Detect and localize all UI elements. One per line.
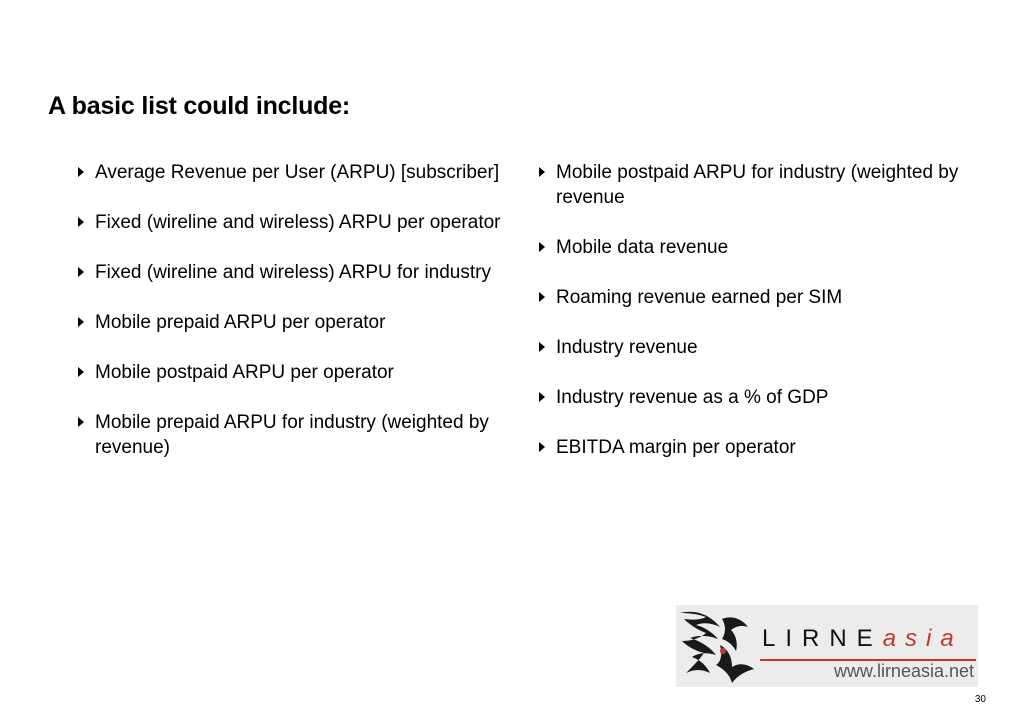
list-item-text: EBITDA margin per operator bbox=[556, 437, 796, 458]
logo-wordmark bbox=[762, 625, 963, 653]
list-item bbox=[76, 360, 516, 385]
triangle-right-icon bbox=[539, 442, 545, 452]
list-item-text: Mobile prepaid ARPU for industry (weighted by revenue) bbox=[95, 412, 489, 458]
list-item bbox=[76, 260, 516, 285]
list-item-text: Mobile postpaid ARPU per operator bbox=[95, 362, 394, 383]
list-item bbox=[76, 210, 516, 235]
triangle-right-icon bbox=[78, 317, 84, 327]
list-item bbox=[537, 160, 987, 210]
list-item-text: Fixed (wireline and wireless) ARPU for industry bbox=[95, 262, 491, 283]
list-item bbox=[537, 285, 987, 310]
triangle-right-icon bbox=[78, 267, 84, 277]
list-item-text: Fixed (wireline and wireless) ARPU per operator bbox=[95, 212, 501, 233]
list-item bbox=[76, 160, 516, 185]
triangle-right-icon bbox=[78, 167, 84, 177]
list-item-text: Mobile data revenue bbox=[556, 237, 729, 258]
list-item-text: Mobile postpaid ARPU for industry (weighted by revenue bbox=[556, 162, 959, 208]
triangle-right-icon bbox=[78, 367, 84, 377]
triangle-right-icon bbox=[539, 167, 545, 177]
list-item bbox=[76, 410, 516, 460]
logo-brand-suffix: asia bbox=[882, 625, 963, 652]
triangle-right-icon bbox=[78, 217, 84, 227]
list-item-text: Average Revenue per User (ARPU) [subscriber] bbox=[95, 162, 500, 183]
slide-title: A basic list could include: bbox=[48, 92, 351, 120]
logo-brand-main: LIRNE bbox=[762, 625, 883, 652]
lirneasia-logo bbox=[676, 605, 978, 687]
list-item bbox=[537, 435, 987, 460]
triangle-right-icon bbox=[78, 417, 84, 427]
triangle-right-icon bbox=[539, 292, 545, 302]
list-item-text: Mobile prepaid ARPU per operator bbox=[95, 312, 386, 333]
left-bullet-list bbox=[76, 160, 516, 485]
list-item-text: Roaming revenue earned per SIM bbox=[556, 287, 843, 308]
list-item bbox=[537, 385, 987, 410]
triangle-right-icon bbox=[539, 342, 545, 352]
triangle-right-icon bbox=[539, 242, 545, 252]
page-number: 30 bbox=[974, 694, 986, 705]
list-item-text: Industry revenue as a % of GDP bbox=[556, 387, 829, 408]
list-item bbox=[537, 235, 987, 260]
logo-url: www.lirneasia.net bbox=[833, 661, 974, 681]
list-item bbox=[537, 335, 987, 360]
right-bullet-list bbox=[537, 160, 987, 485]
list-item bbox=[76, 310, 516, 335]
list-item-text: Industry revenue bbox=[556, 337, 698, 358]
triangle-right-icon bbox=[539, 392, 545, 402]
bird-icon bbox=[676, 605, 760, 687]
